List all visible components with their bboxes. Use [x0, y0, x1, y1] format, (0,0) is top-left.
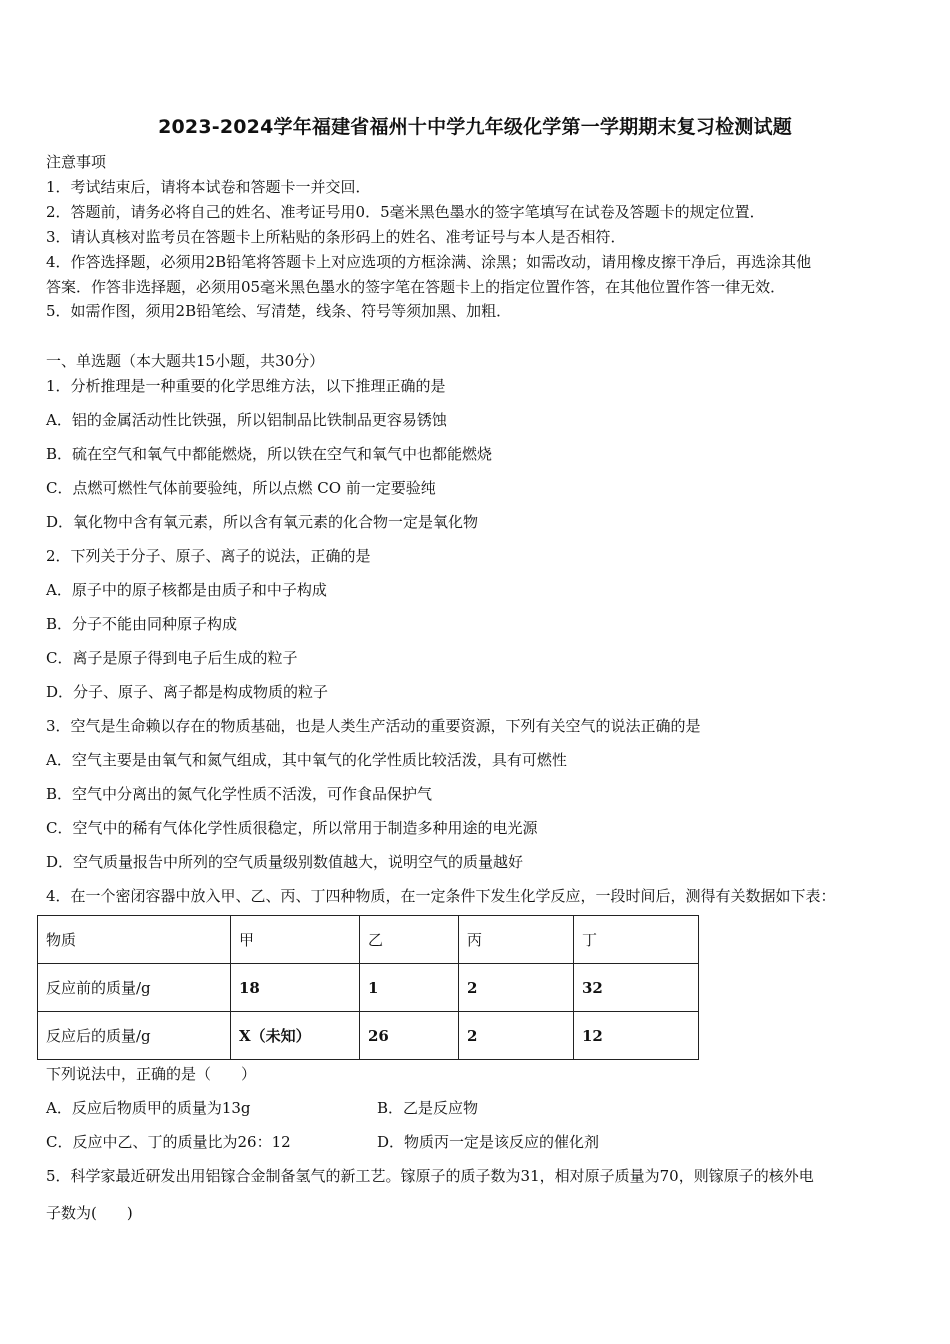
- q3-option-d: D．空气质量报告中所列的空气质量级别数值越大，说明空气的质量越好: [46, 853, 524, 871]
- table-cell: 丁: [574, 916, 699, 964]
- section-heading: 一、单选题（本大题共15小题，共30分）: [46, 352, 325, 370]
- q4-option-d: D．物质丙一定是该反应的催化剂: [377, 1133, 600, 1151]
- table-cell: 2: [459, 964, 574, 1012]
- q3-option-a: A．空气主要是由氧气和氮气组成，其中氧气的化学性质比较活泼，具有可燃性: [46, 751, 567, 769]
- notice-item: 3．请认真核对监考员在答题卡上所粘贴的条形码上的姓名、准考证号与本人是否相符．: [46, 228, 626, 246]
- q2-option-b: B．分子不能由同种原子构成: [46, 615, 238, 633]
- q2-option-d: D．分子、原子、离子都是构成物质的粒子: [46, 683, 329, 701]
- table-row: [38, 964, 699, 1012]
- q4-option-a: A．反应后物质甲的质量为13g: [46, 1099, 251, 1117]
- q3-stem: 3．空气是生命赖以存在的物质基础，也是人类生产活动的重要资源，下列有关空气的说法正确的是: [46, 717, 701, 735]
- notice-item: 1．考试结束后，请将本试卷和答题卡一并交回．: [46, 178, 371, 196]
- q1-option-a: A．铝的金属活动性比铁强，所以铝制品比铁制品更容易锈蚀: [46, 411, 447, 429]
- q2-option-a: A．原子中的原子核都是由质子和中子构成: [46, 581, 327, 599]
- notice-item: 2．答题前，请务必将自己的姓名、准考证号用0．5毫米黑色墨水的签字笔填写在试卷及答题卡的规定位置．: [46, 203, 765, 221]
- table-cell: 甲: [231, 916, 360, 964]
- q4-option-c: C．反应中乙、丁的质量比为26：12: [46, 1133, 291, 1151]
- page-title: 2023-2024学年福建省福州十中学九年级化学第一学期期末复习检测试题: [158, 116, 792, 138]
- table-cell: 反应前的质量/g: [38, 964, 231, 1012]
- q1-option-c: C．点燃可燃性气体前要验纯，所以点燃 CO 前一定要验纯: [46, 479, 436, 497]
- table-row: [38, 916, 699, 964]
- table-cell: 1: [360, 964, 459, 1012]
- q3-option-c: C．空气中的稀有气体化学性质很稳定，所以常用于制造多种用途的电光源: [46, 819, 538, 837]
- table-row: [38, 1012, 699, 1060]
- notice-item: 4．作答选择题，必须用2B铅笔将答题卡上对应选项的方框涂满、涂黑；如需改动，请用橡皮擦干净后，再选涂其他: [46, 253, 812, 271]
- table-cell: 丙: [459, 916, 574, 964]
- q2-option-c: C．离子是原子得到电子后生成的粒子: [46, 649, 298, 667]
- table-cell: 2: [459, 1012, 574, 1060]
- table-cell: 18: [231, 964, 360, 1012]
- table-cell: 反应后的质量/g: [38, 1012, 231, 1060]
- q4-option-b: B．乙是反应物: [377, 1099, 479, 1117]
- table-cell: 32: [574, 964, 699, 1012]
- q5-stem-line2: 子数为( ): [46, 1204, 133, 1222]
- q1-option-b: B．硫在空气和氧气中都能燃烧，所以铁在空气和氧气中也都能燃烧: [46, 445, 493, 463]
- table-cell: 物质: [38, 916, 231, 964]
- q3-option-b: B．空气中分离出的氮气化学性质不活泼，可作食品保护气: [46, 785, 433, 803]
- table-cell: 乙: [360, 916, 459, 964]
- q5-stem-line1: 5．科学家最近研发出用铝镓合金制备氢气的新工艺。镓原子的质子数为31，相对原子质量为70，则镓原子的核外电: [46, 1167, 814, 1185]
- q2-stem: 2．下列关于分子、原子、离子的说法，正确的是: [46, 547, 371, 565]
- notice-item: 答案．作答非选择题，必须用05毫米黑色墨水的签字笔在答题卡上的指定位置作答，在其他位置作答一律无效．: [46, 278, 786, 296]
- table-cell: X（未知）: [231, 1012, 360, 1060]
- q1-stem: 1．分析推理是一种重要的化学思维方法，以下推理正确的是: [46, 377, 446, 395]
- notice-item: 5．如需作图，须用2B铅笔绘、写清楚，线条、符号等须加黑、加粗．: [46, 302, 512, 320]
- q4-stem: 4．在一个密闭容器中放入甲、乙、丙、丁四种物质，在一定条件下发生化学反应，一段时间后，测得有关数据如下表：: [46, 887, 836, 905]
- notice-heading: 注意事项: [46, 153, 107, 171]
- q4-data-table: [37, 915, 699, 1060]
- q1-option-d: D．氧化物中含有氧元素，所以含有氧元素的化合物一定是氧化物: [46, 513, 479, 531]
- table-cell: 26: [360, 1012, 459, 1060]
- table-cell: 12: [574, 1012, 699, 1060]
- q4-prompt: 下列说法中，正确的是（ ）: [46, 1065, 257, 1083]
